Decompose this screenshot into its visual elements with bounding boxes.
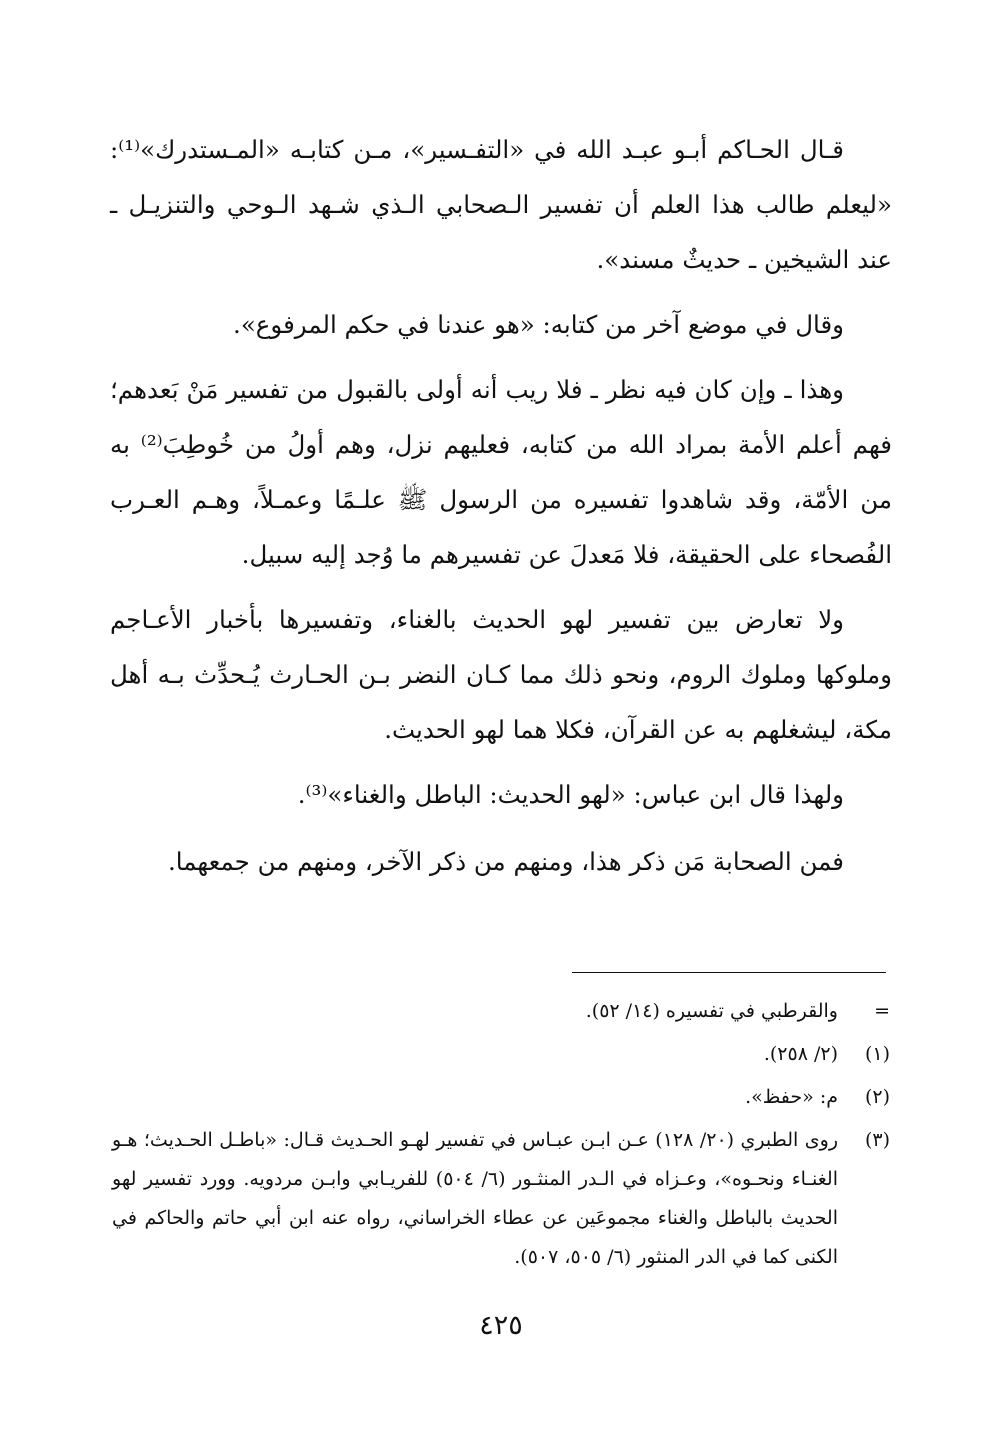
- footnote-text: روى الطبري (٢٠/ ١٢٨) عـن ابـن عبـاس في تفسير لهـو الحـديث قـال: «باطـل الحـديث؛ هـو الغنـاء ونحـوه»، وعـزاه في الـدر المنثـور (٦/ ٥٠٤) للفريـابي وابـن مردويه. وورد تفسير لهو الحديث بالباطل والغناء مجموعَين عن عطاء الخراساني، رواه عنه ابن أبي حاتم والحاكم في الكنى كما في الدر المنثور (٦/ ٥٠٥، ٥٠٧).: [112, 1129, 838, 1268]
- footnote-marker: (١): [864, 1043, 890, 1065]
- paragraph-marfu: وقال في موضع آخر من كتابه: «هو عندنا في حكم المرفوع».: [233, 310, 844, 339]
- footnote-marker: =: [874, 1000, 890, 1022]
- footnote-text: م: «حفظ».: [745, 1086, 838, 1108]
- footnote-separator: [572, 972, 886, 973]
- paragraph-ibn-abbas: ولهذا قال ابن عباس: «لهو الحديث: الباطل والغناء»⁽³⁾.: [297, 780, 844, 809]
- page-number: ٤٢٥: [479, 1310, 523, 1341]
- footnote-2: [112, 1078, 890, 1117]
- paragraph-hakim-quote: قـال الحـاكم أبـو عبـد الله في «التفـسير»، مـن كتابـه «المـستدرك»⁽¹⁾: «ليعلم طالب هذا العلم أن تفسير الـصحابي الـذي شـهد الـوحي والتنزيـل ـ عند الشيخين ـ حديثٌ مسند».: [110, 135, 892, 274]
- footnote-marker: (٣): [864, 1129, 890, 1151]
- footnote-text: والقرطبي في تفسيره (١٤/ ٥٢).: [585, 1000, 838, 1022]
- paragraph-no-contradiction: ولا تعارض بين تفسير لهو الحديث بالغناء، وتفسيرها بأخبار الأعـاجم وملوكها وملوك الروم، ونحو ذلك مما كـان النضر بـن الحـارث يُـحدِّث بـه أهل مكة، ليشغلهم به عن القرآن، فكلا هما لهو الحديث.: [110, 605, 892, 744]
- footnote-marker: (٢): [864, 1086, 890, 1108]
- main-text: [110, 122, 892, 899]
- footnote-1: [112, 1035, 890, 1074]
- footnote-text: (٢/ ٢٥٨).: [763, 1043, 838, 1065]
- paragraph-companions-priority: وهذا ـ وإن كان فيه نظر ـ فلا ريب أنه أولى بالقبول من تفسير مَنْ بَعدهم؛ فهم أعلم الأمة بمراد الله من كتابه، فعليهم نزل، وهم أولُ من خُوطِبَ⁽²⁾ به من الأمّة، وقد شاهدوا تفسيره من الرسول ﷺ علـمًا وعمـلاً، وهـم العـرب الفُصحاء على الحقيقة، فلا مَعدلَ عن تفسيرهم ما وُجد إليه سبيل.: [110, 375, 892, 569]
- footnote-continuation: [112, 992, 890, 1031]
- footnote-3: [112, 1121, 890, 1277]
- paragraph-conclusion: فمن الصحابة مَن ذكر هذا، ومنهم من ذكر الآخر، ومنهم من جمعهما.: [167, 847, 844, 876]
- footnotes: [112, 992, 890, 1281]
